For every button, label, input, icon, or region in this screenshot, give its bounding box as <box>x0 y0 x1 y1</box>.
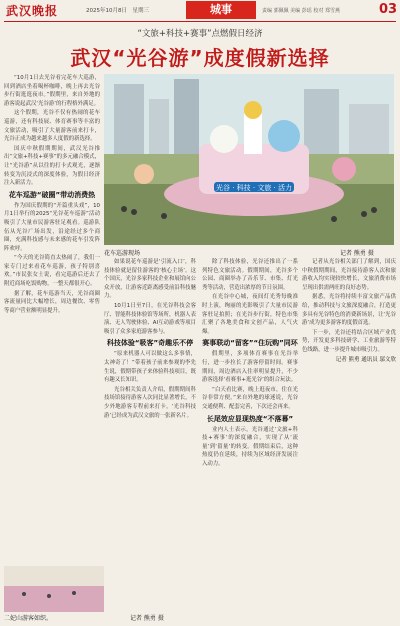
section-subhead: 花车巡游“破圈”带动消费热 <box>8 190 96 199</box>
paragraph: 下一步，光谷还将结合区域产业优势，开发更多科技研学、工业旅游等特色线路，进一步提升城市吸引力。 <box>302 329 396 353</box>
section-subhead: 科技体验“吸客”奇趣乐不停 <box>106 339 194 348</box>
newspaper-logo: 武汉晚报 <box>6 4 59 18</box>
paragraph: 如果说花车巡游是‘引流入口’，科技体验就是留住游客的‘核心主场’。这个国庆，光谷多家科技企业和展馆向公众开放，让游客近距离感受前沿科技魅力。 <box>104 259 196 300</box>
paragraph: “今天的光谷简直太热闹了，我们一家专门过来看花车巡游，孩子特别喜欢。”市民张女士说，看完巡游后还去了附近商场吃饭购物，一整天都很开心。 <box>4 255 100 288</box>
paragraph: 记者从光谷相关部门了解到，国庆中秋假期期间，光谷接待游客人次和旅游收入均实现较快增长，文旅消费市场呈现出供需两旺的良好态势。 <box>302 259 396 291</box>
parade-banner-text: 光谷 · 科技 · 文旅 · 活力 <box>215 184 293 192</box>
paragraph: “原来机器人可以做这么多事情，太神奇了！”带着孩子前来参观的李先生说，假期带孩子来体验科技项目，既有趣又长知识。 <box>104 351 196 384</box>
bottom-caption-mid: 记者 熊勇 摄 <box>130 615 164 622</box>
editor-credits: 责编 郭佩佩 美编 彭瑶 校对 郑雪燕 <box>262 8 340 14</box>
paragraph: 在光谷中心城，夜间灯光秀每晚准时上演，绚丽的光影吸引了大量市民游客驻足拍照；在光谷步行街，特色市集汇聚了各地美食和文创产品，人气火爆。 <box>202 294 298 335</box>
bottom-caption-left: 二妃山游客如织。 <box>4 615 53 622</box>
article-column-1 <box>4 74 100 562</box>
article-subtitle: “文旅+科技+赛事”点燃假日经济 <box>137 29 263 39</box>
section-badge: 城事 <box>186 1 256 19</box>
article-byline: 记者 熊勇 通讯员 邬文欣 <box>335 356 396 363</box>
paragraph: 作为国庆假期的“开篇重头戏”，10月1日举行的2025“光谷花车巡游”活动吸引了大量市民游客驻足观看。巡游队伍从光谷广场出发，沿途经过多个商圈，充满科技感与未来感的花车引发阵阵欢呼。 <box>4 202 100 252</box>
paragraph: 光谷相关负责人介绍，假期期间科技场馆接待游客人次同比显著增长，不少外地游客专程前来打卡，‘光谷科技游’已经成为武汉文旅的一张新名片。 <box>104 386 196 419</box>
paragraph: 假期里，多项体育赛事在光谷举行，进一步拉长了游客停留时间。赛事期间，周边酒店入住率明显提升，不少游客选择‘看赛事+逛光谷’的组合玩法。 <box>202 351 298 384</box>
header-divider <box>4 21 396 22</box>
paragraph: 据了解，花车巡游当天，光谷商圈客流量同比大幅增长，周边餐饮、零售等商户营业额明显提升。 <box>4 290 100 314</box>
paragraph: “10月1日去光谷看完花车大巡游，回到酒店坐着喝杯咖啡，晚上再去光谷步行街逛逛夜市。”假期里，来自外地的游客说起武汉‘光谷游’的行程格外满足。 <box>4 75 100 107</box>
paragraph: 10月1日至7日，在光谷科技会客厅、智能科技体验馆等场所，机器人表演、无人驾驶体验、AI互动游戏等项目吸引了众多家庭游客参与。 <box>104 302 196 335</box>
parade-illustration <box>104 74 394 245</box>
paragraph: 这个假期，光谷不仅有热闹的花车巡游，还有科技展、体育赛事等丰富的文旅活动，吸引了大量游客前来打卡，光谷正成为越来越多人度假的新选择。 <box>4 110 100 143</box>
hero-caption: 花车巡游现场 <box>104 250 141 257</box>
paragraph: 据悉，光谷将持续丰富文旅产品供给，推动科技与文旅深度融合，打造更多具有光谷特色的消费新场景，让‘光谷游’成为更多游客的度假首选。 <box>302 294 396 327</box>
page-header <box>0 0 400 22</box>
article-column-2 <box>104 258 196 610</box>
page-number: 03 <box>379 2 398 17</box>
article-title: 武汉“光谷游”成度假新选择 <box>70 46 330 70</box>
paragraph: 除了科技体验，光谷还推出了一系列特色文旅活动。假期期间，光谷多个公园、商圈举办了音乐节、市集、灯光秀等活动，营造出浓厚的节日氛围。 <box>202 259 298 291</box>
section-subhead: 赛事联动“留客”“住玩购”同环 <box>202 339 298 348</box>
section-subhead: 长尾效应显现热度“不落幕” <box>206 414 294 423</box>
paragraph: 国庆中秋假期期间，武汉光谷推出“文旅+科技+赛事”的多元融合模式，让“光谷游”从以往的打卡式观光，逐渐转变为沉浸式的深度体验，为假日经济注入新活力。 <box>4 145 100 187</box>
hero-credit: 记者 熊勇 摄 <box>340 250 374 257</box>
paragraph: 业内人士表示，光谷通过‘文旅+科技+赛事’的深度融合，实现了从‘流量’到‘留量’的转变。假期结束后，这种热度仍在延续，持续为区域经济发展注入动力。 <box>202 426 298 467</box>
bottom-photo-left <box>4 566 104 612</box>
park-illustration <box>4 566 104 612</box>
issue-date: 2025年10月8日 星期三 <box>86 8 149 14</box>
paragraph: “白天看比赛，晚上逛夜市，住在光谷非常方便。”来自外地的球迷说，光谷交通便利、配套完善，下次还会再来。 <box>202 386 298 410</box>
hero-photo <box>104 74 394 245</box>
article-column-3 <box>202 258 298 610</box>
article-column-4 <box>302 258 396 610</box>
